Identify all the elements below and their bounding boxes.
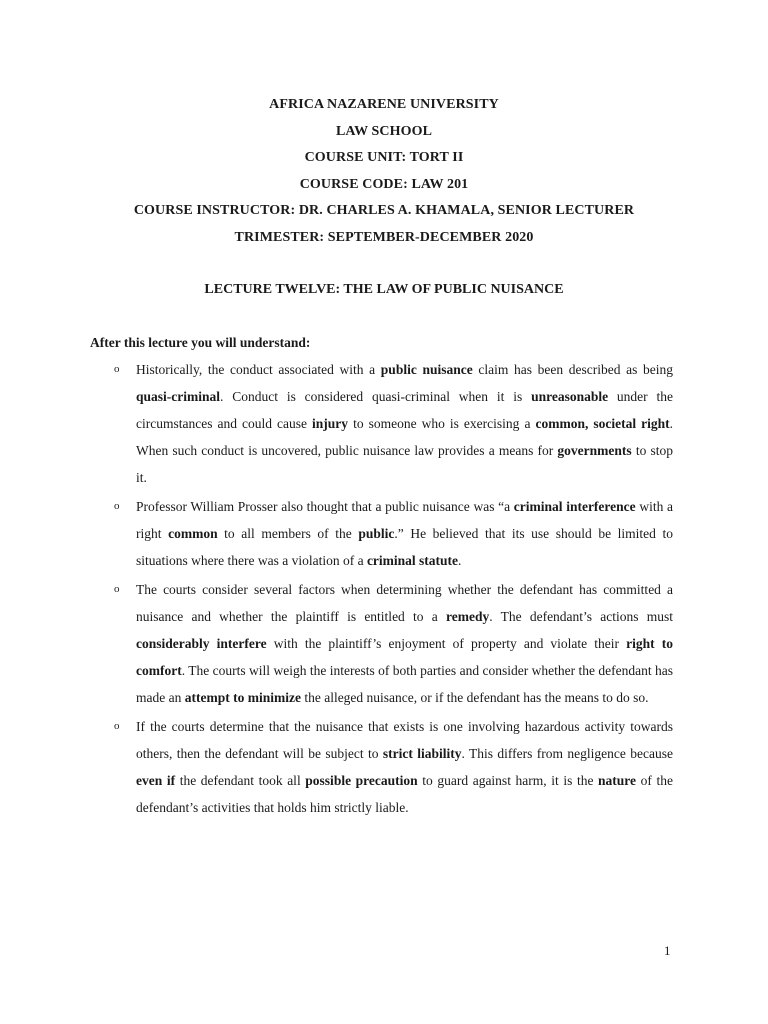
course-code: COURSE CODE: LAW 201 [299, 176, 469, 192]
text-run: claim has been described as being [472, 362, 673, 377]
list-item [0, 713, 673, 821]
document-header [0, 92, 768, 252]
bold-term: possible precaution [305, 773, 418, 788]
bold-term: criminal interference [513, 499, 636, 514]
list-item [0, 576, 673, 711]
bold-term: public [358, 526, 395, 541]
intro-heading: After this lecture you will understand: [90, 335, 311, 350]
bold-term: injury [312, 416, 349, 431]
objectives-list [0, 356, 768, 823]
text-run: . When such conduct is uncovered, public nuisance law provides a means for [136, 416, 673, 458]
bullet-marker: o [114, 363, 120, 375]
text-run: with a right [136, 499, 673, 541]
text-run: If the courts determine that the nuisance that exists is one involving hazardous activity towards others, then the defendant will be subject to [136, 719, 673, 761]
bold-term: common [168, 526, 218, 541]
text-run: the defendant took all [175, 773, 306, 788]
list-item [0, 356, 673, 491]
bullet-text [136, 713, 673, 821]
text-run: . The defendant’s actions must [489, 609, 674, 624]
text-run: to stop it. [136, 443, 673, 485]
bold-term: even if [136, 773, 176, 788]
page-number: 1 [664, 943, 671, 958]
university-name: AFRICA NAZARENE UNIVERSITY [269, 97, 499, 112]
bullet-marker: o [114, 720, 120, 732]
text-run: with the plaintiff’s enjoyment of property and violate their [266, 636, 627, 651]
bold-term: quasi-criminal [136, 389, 221, 404]
text-run: to guard against harm, it is the [417, 773, 599, 788]
text-run: . Conduct is considered quasi-criminal when it is [220, 389, 532, 404]
lecture-title: LECTURE TWELVE: THE LAW OF PUBLIC NUISANCE [204, 282, 564, 297]
bold-term: unreasonable [531, 389, 609, 404]
text-run: .” He believed that its use should be limited to situations where there was a violation of a [136, 526, 674, 568]
bold-term: nature [598, 773, 637, 788]
bullet-marker: o [114, 500, 120, 512]
bold-term: right to comfort [136, 636, 673, 678]
text-run: the alleged nuisance, or if the defendant has the means to do so. [300, 690, 649, 705]
bold-term: strict liability [382, 746, 462, 761]
bullet-text [136, 356, 673, 491]
course-unit: COURSE UNIT: TORT II [304, 150, 464, 166]
text-run: . The courts will weigh the interests of both parties and consider whether the defendant has made an [136, 663, 673, 705]
bullet-text [136, 493, 673, 574]
bullet-text [136, 576, 673, 711]
text-run: Professor William Prosser also thought that a public nuisance was “a [136, 499, 514, 514]
text-run: under the circumstances and could cause [136, 389, 674, 431]
bold-term: criminal statute [366, 553, 459, 568]
course-instructor: COURSE INSTRUCTOR: DR. CHARLES A. KHAMALA, SENIOR LECTURER [133, 203, 635, 219]
bold-term: public nuisance [380, 362, 473, 377]
bold-term: common, societal right [535, 416, 670, 431]
text-run: . This differs from negligence because [461, 746, 673, 761]
bold-term: attempt to minimize [184, 690, 301, 705]
bold-term: remedy [446, 609, 490, 624]
text-run: . [458, 553, 462, 568]
school-name: LAW SCHOOL [335, 123, 433, 139]
text-run: of the defendant’s activities that holds him strictly liable. [136, 773, 673, 815]
list-item [0, 493, 673, 574]
trimester: TRIMESTER: SEPTEMBER-DECEMBER 2020 [234, 229, 534, 245]
text-run: to all members of the [217, 526, 359, 541]
text-run: to someone who is exercising a [348, 416, 536, 431]
bold-term: considerably interfere [136, 636, 267, 651]
text-run: Historically, the conduct associated with a [136, 362, 381, 377]
text-run: The courts consider several factors when determining whether the defendant has committed a nuisance and whether the plaintiff is entitled to a [136, 582, 673, 624]
bold-term: governments [557, 443, 632, 458]
bullet-marker: o [114, 583, 120, 595]
